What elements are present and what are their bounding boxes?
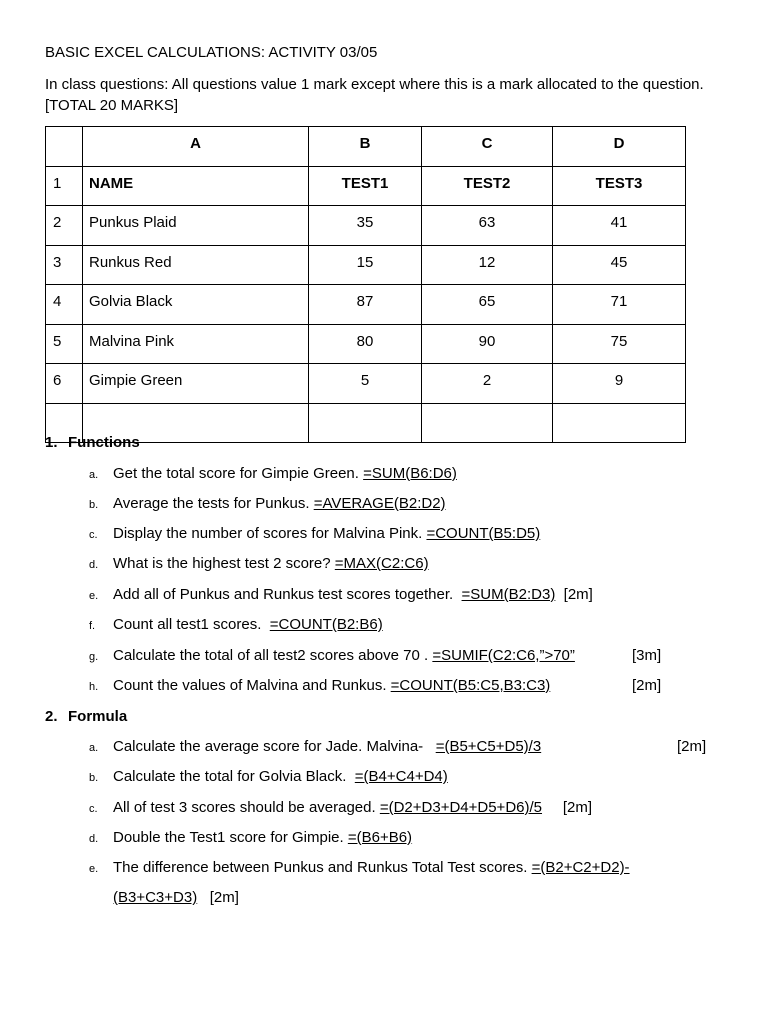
table-cell: 35 xyxy=(309,206,422,246)
table-cell: 63 xyxy=(422,206,553,246)
table-cell: B xyxy=(309,127,422,167)
question-letter: a. xyxy=(89,742,99,754)
table-cell: Malvina Pink xyxy=(83,324,309,364)
question-text: Calculate the total of all test2 scores above 70 . xyxy=(113,647,429,664)
table-cell: 2 xyxy=(422,364,553,404)
table-cell: 5 xyxy=(309,364,422,404)
question-letter: a. xyxy=(89,469,99,481)
question-marks: [2m] xyxy=(677,738,707,755)
question-item xyxy=(89,555,429,572)
table-row xyxy=(46,245,686,285)
table-row xyxy=(46,324,686,364)
question-marks: [2m] xyxy=(632,677,662,694)
formula-answer: =MAX(C2:C6) xyxy=(334,555,429,572)
formula-answer: =(B4+C4+D4) xyxy=(354,768,448,785)
question-marks: [2m] xyxy=(563,586,593,603)
question-item xyxy=(89,616,383,633)
table-cell: 87 xyxy=(309,285,422,325)
section-number: 2. xyxy=(45,708,58,725)
formula-answer: =SUMIF(C2:C6,”>70” xyxy=(432,647,575,664)
formula-answer: =(B6+B6) xyxy=(347,829,413,846)
table-cell: D xyxy=(553,127,686,167)
score-table xyxy=(45,126,686,443)
question-marks: [3m] xyxy=(632,647,662,664)
table-cell: 5 xyxy=(46,324,83,364)
table-cell: C xyxy=(422,127,553,167)
question-continuation xyxy=(113,889,239,906)
table-cell: 2 xyxy=(46,206,83,246)
question-letter: c. xyxy=(89,803,98,815)
table-cell: 6 xyxy=(46,364,83,404)
section-title: Functions xyxy=(68,434,140,451)
table-cell xyxy=(422,403,553,443)
formula-answer: =(B2+C2+D2)- xyxy=(531,859,630,876)
table-cell: Punkus Plaid xyxy=(83,206,309,246)
formula-answer: =(B5+C5+D5)/3 xyxy=(435,738,542,755)
question-letter: e. xyxy=(89,863,99,875)
table-cell: 65 xyxy=(422,285,553,325)
question-text: Calculate the average score for Jade. Malvina- xyxy=(113,738,424,755)
table-cell: TEST1 xyxy=(309,166,422,206)
question-letter: d. xyxy=(89,833,99,845)
instructions: In class questions: All questions value 1 mark except where this is a mark allocated to the question. [TOTAL 20 MARKS] xyxy=(45,76,704,114)
table-cell: 45 xyxy=(553,245,686,285)
question-text: Count the values of Malvina and Runkus. xyxy=(113,677,387,694)
question-text: Count all test1 scores. xyxy=(113,616,262,633)
question-letter: b. xyxy=(89,499,99,511)
section-number: 1. xyxy=(45,434,58,451)
formula-answer: =COUNT(B5:C5,B3:C3) xyxy=(390,677,551,694)
formula-answer: =COUNT(B2:B6) xyxy=(269,616,383,633)
page-title: BASIC EXCEL CALCULATIONS: ACTIVITY 03/05 xyxy=(45,44,378,61)
table-row xyxy=(46,285,686,325)
formula-answer: =COUNT(B5:D5) xyxy=(426,525,541,542)
question-letter: c. xyxy=(89,529,98,541)
table-cell: 9 xyxy=(553,364,686,404)
table-row xyxy=(46,166,686,206)
question-item xyxy=(89,799,592,816)
question-marks: [2m] xyxy=(209,889,239,906)
table-cell: 90 xyxy=(422,324,553,364)
table-row xyxy=(46,403,686,443)
section-heading xyxy=(45,434,140,451)
formula-answer: =SUM(B2:D3) xyxy=(461,586,556,603)
table-cell: Runkus Red xyxy=(83,245,309,285)
question-item xyxy=(89,859,630,876)
question-text: Double the Test1 score for Gimpie. xyxy=(113,829,344,846)
table-row xyxy=(46,206,686,246)
question-text: What is the highest test 2 score? xyxy=(113,555,331,572)
question-item xyxy=(89,495,446,512)
formula-answer: =AVERAGE(B2:D2) xyxy=(313,495,446,512)
question-item xyxy=(89,465,457,482)
question-letter: g. xyxy=(89,651,99,663)
table-cell: TEST3 xyxy=(553,166,686,206)
table-cell xyxy=(309,403,422,443)
question-letter: f. xyxy=(89,620,96,632)
question-text: The difference between Punkus and Runkus Total Test scores. xyxy=(113,859,528,876)
question-item xyxy=(89,738,541,755)
table-cell: 3 xyxy=(46,245,83,285)
table-cell xyxy=(46,127,83,167)
question-item xyxy=(89,768,448,785)
table-row xyxy=(46,364,686,404)
question-text: Average the tests for Punkus. xyxy=(113,495,310,512)
table-cell: Gimpie Green xyxy=(83,364,309,404)
question-letter: h. xyxy=(89,681,99,693)
question-marks: [2m] xyxy=(562,799,593,816)
question-text: Get the total score for Gimpie Green. xyxy=(113,465,359,482)
table-cell: 80 xyxy=(309,324,422,364)
table-cell: 15 xyxy=(309,245,422,285)
question-item xyxy=(89,677,550,694)
table-cell: 12 xyxy=(422,245,553,285)
table-cell: TEST2 xyxy=(422,166,553,206)
table-cell: NAME xyxy=(83,166,309,206)
table-cell: Golvia Black xyxy=(83,285,309,325)
question-item xyxy=(89,647,575,664)
formula-answer: (B3+C3+D3) xyxy=(113,889,198,906)
section-title: Formula xyxy=(68,708,128,725)
section-heading xyxy=(45,708,127,725)
formula-answer: =SUM(B6:D6) xyxy=(363,465,457,482)
question-text: Calculate the total for Golvia Black. xyxy=(113,768,347,785)
table-cell xyxy=(553,403,686,443)
question-item xyxy=(89,586,593,603)
question-text: All of test 3 scores should be averaged. xyxy=(113,799,376,816)
question-text: Add all of Punkus and Runkus test scores together. xyxy=(113,586,454,603)
table-cell: 41 xyxy=(553,206,686,246)
question-item xyxy=(89,525,540,542)
table-cell: 71 xyxy=(553,285,686,325)
table-cell: 1 xyxy=(46,166,83,206)
question-letter: d. xyxy=(89,559,99,571)
table-cell: 75 xyxy=(553,324,686,364)
question-item xyxy=(89,829,412,846)
question-letter: b. xyxy=(89,772,99,784)
question-text: Display the number of scores for Malvina Pink. xyxy=(113,525,423,542)
formula-answer: =(D2+D3+D4+D5+D6)/5 xyxy=(379,799,543,816)
table-row xyxy=(46,127,686,167)
table-cell: 4 xyxy=(46,285,83,325)
question-letter: e. xyxy=(89,590,99,602)
table-cell: A xyxy=(83,127,309,167)
